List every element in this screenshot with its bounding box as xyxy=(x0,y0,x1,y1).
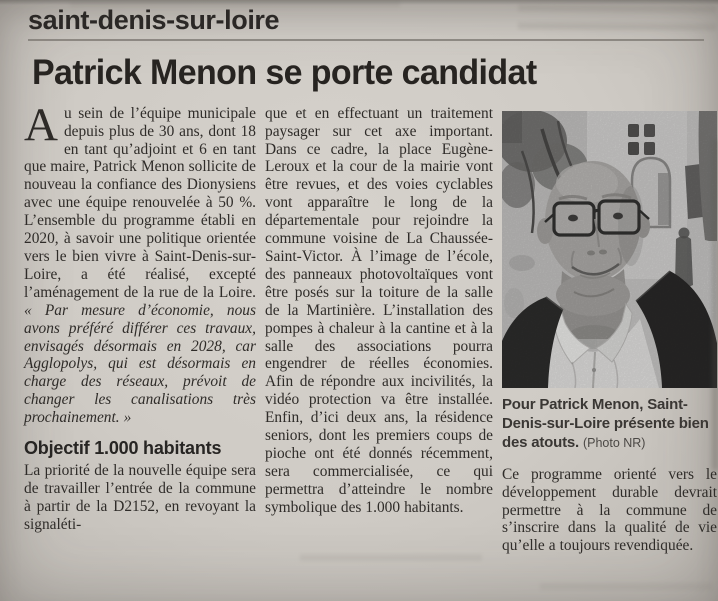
subheading: Objectif 1.000 habitants xyxy=(24,438,222,459)
paragraph: que et en effectuant un traitement paysager sur cet axe important. Dans ce cadre, la place Eugène-Leroux et la cour de la mairie vont être revues, et des voies cyclables vont apparaître le long de la départementale pour rejoindre la commune voisine de La Chaussée-Saint-Victor. À l’image de l’école, des panneaux photovoltaïques vont être posés sur la toiture de la salle de la Martinière. L’installation des pompes à chaleur à la cantine et à la salle des associations pourra engendrer de réelles économies. Afin de répondre aux incivilités, la vidéo protection va être installée. Enfin, d’ici deux ans, la résidence seniors, dont les premiers coups de pioche ont été donnés récemment, sera commercialisée, ce qui permettra d’atteindre le nombre symbolique des 1.000 habitants. xyxy=(265,104,493,516)
section-kicker: saint-denis-sur-loire xyxy=(28,5,280,35)
paragraph-lead xyxy=(24,98,256,427)
column-2 xyxy=(265,105,493,517)
drop-cap: A xyxy=(24,98,58,151)
lead-text: u sein de l’équipe municipale depuis plus de 30 ans, dont 18 en tant qu’adjoint et 6 en tant que maire, Patrick Menon sollicite de nouveau la confiance des Dionysiens avec une équipe renouvelée à 50 %. L’ensemble du programme établi en 2020, à savoir une politique orientée vers le bien vivre à Saint-Denis-sur-Loire, a été réalisé, excepté l’aménagement de la rue de la Loire. xyxy=(24,104,256,301)
paragraph: La priorité de la nouvelle équipe sera de travailler l’entrée de la commune à partir de la D2152, en revoyant la signaléti- xyxy=(24,461,256,533)
article-headline: Patrick Menon se porte candidat xyxy=(32,53,537,92)
caption-text: Pour Patrick Menon, Saint-Denis-sur-Loire présente bien des atouts. xyxy=(502,395,709,451)
portrait-photo xyxy=(502,111,717,388)
column-3 xyxy=(502,105,717,556)
quote-text: « Par mesure d’économie, nous avons préféré différer ces travaux, envisagés désormais en 2028, car Agglopolys, qui est désormais en charge des réseaux, prévoit de changer les canalisations très prochainement. » xyxy=(24,301,256,427)
paragraph: Ce programme orienté vers le développement durable devrait permettre à la commune de s’inscrire dans la qualité de vie qu’elle a toujours revendiquée. xyxy=(502,465,717,555)
column-1 xyxy=(24,98,256,534)
photo-caption xyxy=(502,395,717,453)
photo-figure xyxy=(502,111,717,453)
article-columns xyxy=(0,92,718,556)
photo-credit: (Photo NR) xyxy=(582,435,646,450)
kicker-rule xyxy=(28,39,704,41)
bleedthrough-smudge xyxy=(540,583,712,596)
bleedthrough-smudge xyxy=(300,554,482,568)
